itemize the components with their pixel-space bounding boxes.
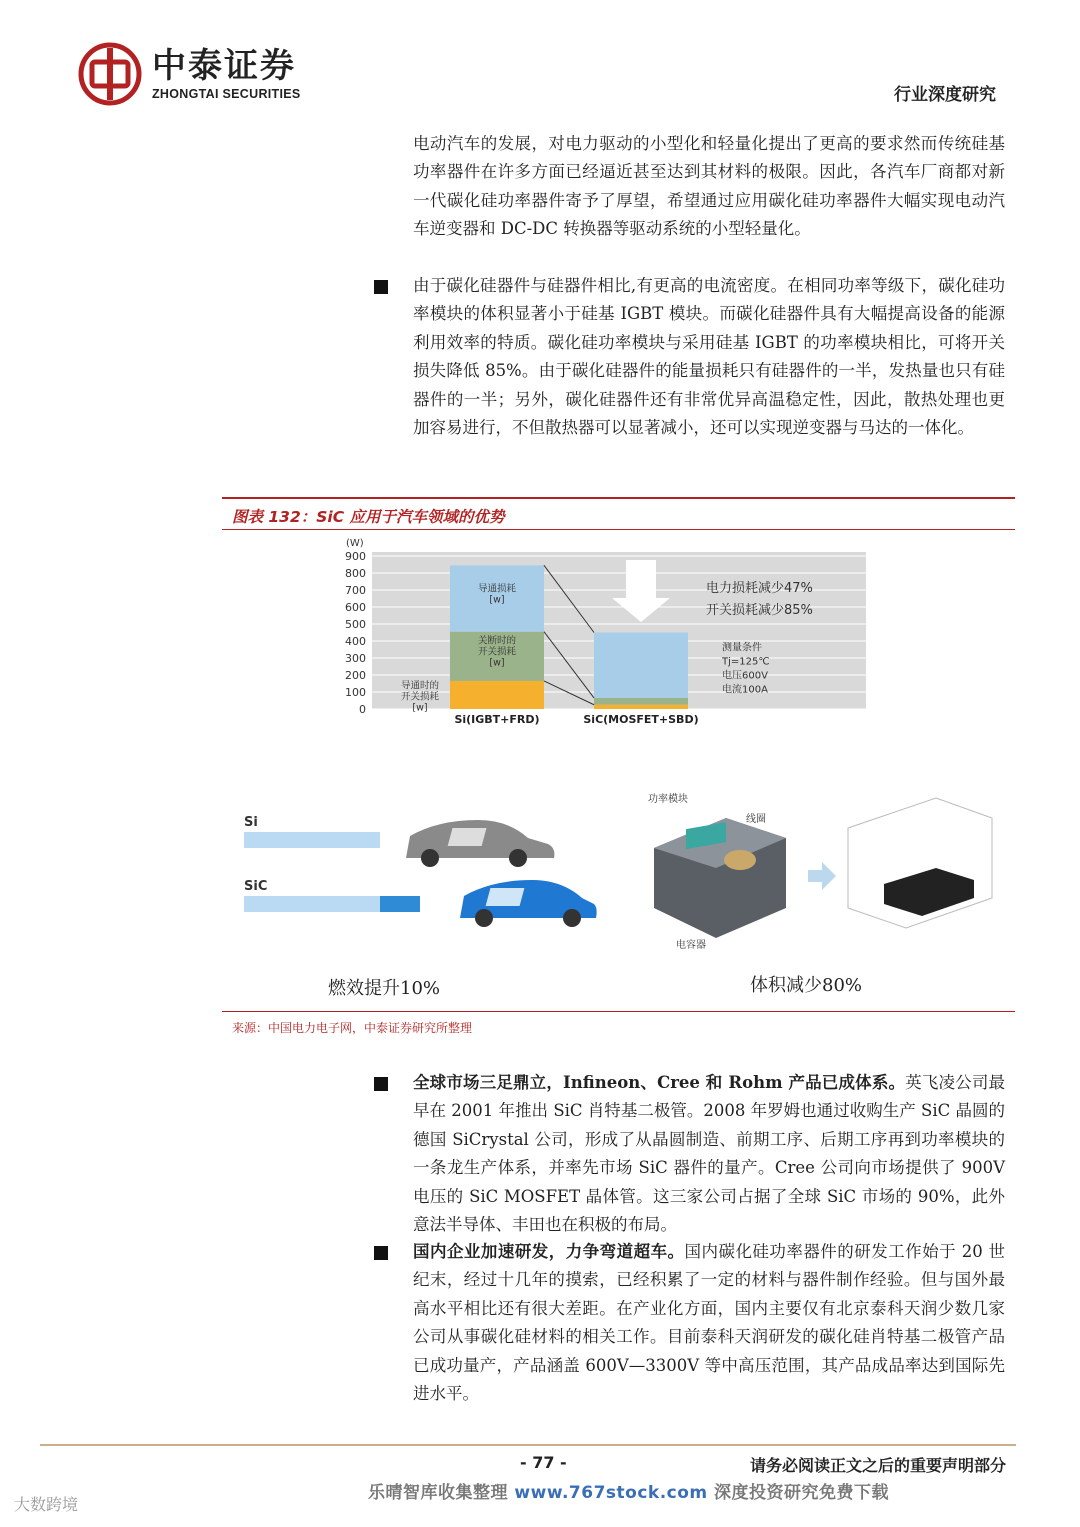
y-tick-label: 900: [345, 550, 366, 563]
blue-car-icon: [460, 880, 597, 927]
paragraph-lead: 由于碳化硅器件与硅器件相比,有更高的电流密度。: [413, 276, 788, 295]
grey-car-icon: [406, 820, 554, 867]
disclaimer-note: 请务必阅读正文之后的重要声明部分: [749, 1456, 1006, 1475]
watermark-banner: [368, 1478, 889, 1503]
power-module-icon: [654, 818, 786, 938]
segment-label-turnon: 导通时的: [400, 680, 440, 692]
paragraph-body: 国内碳化硅功率器件的研发工作始于 20 世纪末，经过十几年的摸索，已经积累了一定的材料与器件制作经验。但与国外最高水平相比还有很大差距。在产业化方面，国内主要仅有北京泰科天润少数几家公司从事碳化硅材料的相关工作。目前泰科天润研发的碳化硅肖特基二极管产品已成功量产，产品涵盖 600V—3300V 等中高压范围，其产品成品率达到国际先进水平。: [413, 1242, 1005, 1404]
watermark-left: 乐晴智库收集整理: [368, 1483, 515, 1503]
test-condition: Tj=125℃: [722, 656, 770, 668]
car-sic-label: SiC: [244, 879, 268, 894]
segment-label-turnoff: 关断时的: [477, 635, 517, 647]
brand-mark-icon: [78, 42, 142, 106]
x-category-label: Si(IGBT+FRD): [454, 713, 540, 726]
bar-segment: [594, 633, 688, 698]
segment-label-turnon: [w]: [412, 702, 428, 714]
module-label: 功率模块: [648, 794, 688, 805]
watermark-right: 深度投资研究免费下载: [707, 1483, 890, 1503]
segment-label-turnon: 开关损耗: [400, 691, 440, 703]
paragraph-lead: 全球市场三足鼎立，Infineon、Cree 和 Rohm 产品已成体系。: [413, 1073, 906, 1092]
test-condition: 测量条件: [722, 642, 762, 654]
y-tick-label: 200: [345, 669, 366, 682]
segment-label-conduction: [w]: [489, 594, 505, 606]
y-tick-label: 300: [345, 652, 366, 665]
report-type: 行业深度研究: [894, 85, 996, 105]
segment-label-turnoff: [w]: [489, 657, 505, 669]
y-tick-label: 100: [345, 686, 366, 699]
car-efficiency-illustration: [238, 800, 598, 940]
watermark-url[interactable]: www.767stock.com: [514, 1483, 708, 1503]
y-tick-label: 600: [345, 601, 366, 614]
paragraph-domestic-rd: [413, 1238, 1005, 1408]
y-tick-label: 0: [359, 703, 366, 716]
x-category-label: SiC(MOSFET+SBD): [583, 713, 699, 726]
paragraph-body: 在相同功率等级下，碳化硅功率模块的体积显著小于硅基 IGBT 模块。而碳化硅器件具有大幅提高设备的能源利用效率的特质。碳化硅功率模块与采用硅基 IGBT 的功率模块相比，可将开关损失降低 85%。由于碳化硅器件的能量损耗只有硅器件的一半，发热量也只有硅器件的一半；另外，碳化硅器件还有非常优异高温稳定性，因此，散热处理也更加容易进行，不但散热器可以显著减小，还可以实现逆变器与马达的一体化。: [413, 276, 1005, 438]
capacitor-label: 电容器: [676, 940, 706, 951]
reduction-annotation: 电力损耗减少47%: [706, 581, 813, 596]
brand-name-en: ZHONGTAI SECURITIES: [152, 87, 301, 101]
arrow-right-icon: [808, 862, 836, 890]
paragraph-lead: 国内企业加速研发，力争弯道超车。: [413, 1242, 685, 1261]
si-efficiency-bar: [244, 832, 380, 848]
module-volume-illustration: [636, 788, 1008, 958]
reduction-annotation: 开关损耗减少85%: [706, 603, 813, 618]
sic-efficiency-bar-light: [244, 896, 380, 912]
paragraph-current-density: [413, 272, 1005, 442]
y-axis-label: (W): [346, 538, 364, 549]
footer-rule: [40, 1444, 1016, 1446]
car-si-label: Si: [244, 815, 258, 830]
bar-segment: [594, 705, 688, 709]
caption-fuel-efficiency: 燃效提升10%: [328, 978, 441, 999]
segment-label-turnoff: 开关损耗: [477, 646, 517, 658]
figure-title: 图表 132：SiC 应用于汽车领域的优势: [232, 508, 505, 526]
brand-name-cn: 中泰证券: [152, 46, 296, 86]
loss-comparison-chart: [336, 534, 868, 734]
paragraph-body: 英飞凌公司最早在 2001 年推出 SiC 肖特基二极管。2008 年罗姆也通过收购生产 SiC 晶圆的德国 SiCrystal 公司，形成了从晶圆制造、前期工序、后期工序再到功率模块的一条龙生产体系，并率先市场 SiC 器件的量产。Cree 公司向市场提供了 900V 电压的 SiC MOSFET 晶体管。这三家公司占据了全球 SiC 市场的 90%，此外意法半导体、丰田也在积极的布局。: [413, 1073, 1006, 1235]
page-number: - 77 -: [520, 1453, 567, 1472]
corner-watermark: 大数跨境: [14, 1495, 79, 1514]
y-tick-label: 700: [345, 584, 366, 597]
caption-volume-reduction: 体积减少80%: [750, 975, 863, 996]
figure-title-rule: [222, 529, 1015, 530]
y-tick-label: 400: [345, 635, 366, 648]
bullet-marker: [374, 280, 388, 294]
test-condition: 电压600V: [722, 670, 768, 682]
bullet-marker: [374, 1077, 388, 1091]
coil-label: 线圈: [746, 814, 766, 825]
bar-segment: [450, 681, 544, 709]
brand-logo: [78, 42, 301, 106]
bar-segment: [594, 698, 688, 705]
figure-bottom-rule: [222, 1011, 1015, 1012]
bullet-marker: [374, 1246, 388, 1260]
figure-top-rule: [222, 497, 1015, 499]
paragraph-ev-development: 电动汽车的发展，对电力驱动的小型化和轻量化提出了更高的要求然而传统硅基功率器件在许多方面已经逼近甚至达到其材料的极限。因此，各汽车厂商都对新一代碳化硅功率器件寄予了厚望，希望通过应用碳化硅功率器件大幅实现电动汽车逆变器和 DC-DC 转换器等驱动系统的小型轻量化。: [413, 134, 1005, 239]
y-tick-label: 500: [345, 618, 366, 631]
sic-efficiency-bar-extra: [380, 896, 420, 912]
segment-label-conduction: 导通损耗: [477, 583, 517, 595]
compact-module-icon: [848, 798, 992, 928]
y-tick-label: 800: [345, 567, 366, 580]
test-condition: 电流100A: [722, 684, 768, 696]
figure-source: 来源：中国电力电子网，中泰证券研究所整理: [232, 1021, 473, 1035]
paragraph-global-market: [413, 1069, 1005, 1239]
